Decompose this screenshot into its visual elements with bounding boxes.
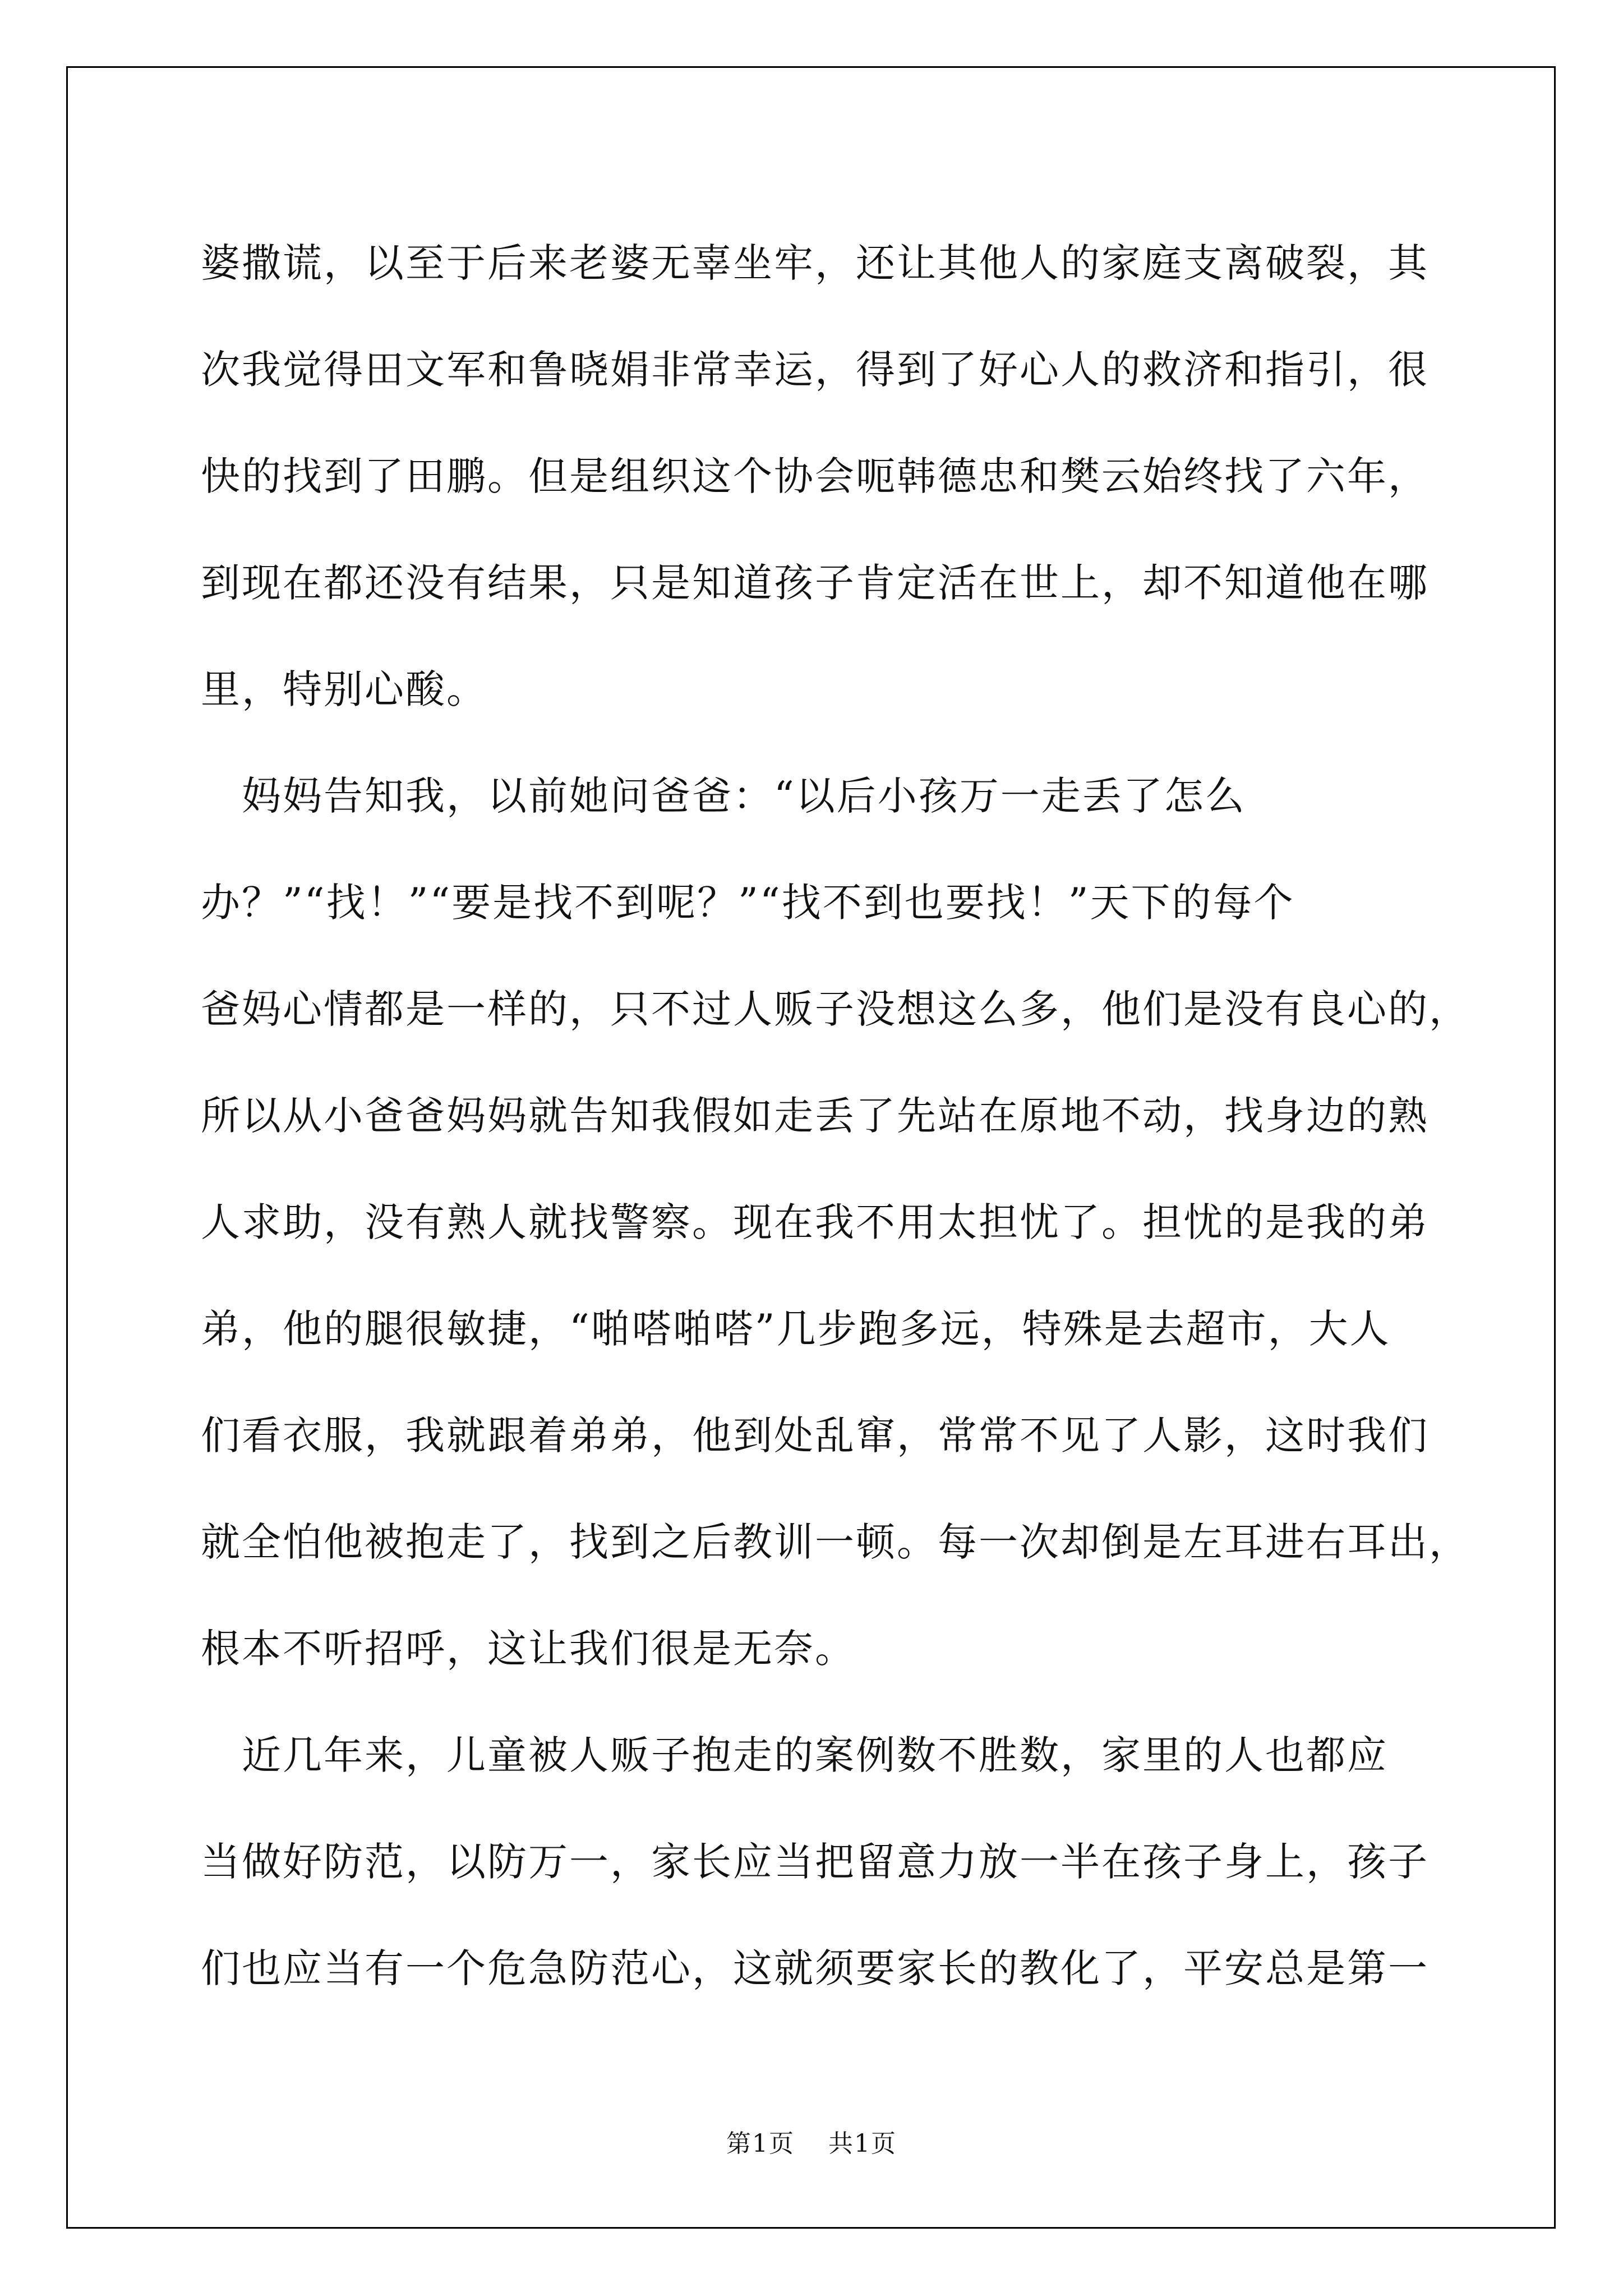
text-line: 办？”“找！”“要是找不到呢？”“找不到也要找！”天下的每个 xyxy=(201,880,1295,926)
text-line: 快的找到了田鹏。但是组织这个协会呃韩德忠和樊云始终找了六年， xyxy=(201,453,1429,499)
text-line: 人求助，没有熟人就找警察。现在我不用太担忧了。担忧的是我的弟 xyxy=(201,1199,1429,1245)
page-footer xyxy=(0,2123,1623,2159)
text-line: 近几年来，儿童被人贩子抱走的案例数不胜数，家里的人也都应 xyxy=(201,1732,1388,1778)
text-line: 次我觉得田文军和鲁晓娟非常幸运，得到了好心人的救济和指引，很 xyxy=(201,347,1429,393)
text-line: 弟，他的腿很敏捷，“啪嗒啪嗒”几步跑多远，特殊是去超市，大人 xyxy=(201,1306,1391,1352)
page-number: 第1页 xyxy=(726,2129,795,2158)
text-line: 婆撒谎，以至于后来老婆无辜坐牢，还让其他人的家庭支离破裂，其 xyxy=(201,240,1429,286)
document-body xyxy=(201,210,1470,2022)
text-line: 就全怕他被抱走了，找到之后教训一顿。每一次却倒是左耳进右耳出， xyxy=(201,1519,1470,1565)
text-block xyxy=(201,210,1470,2022)
text-line: 当做好防范，以防万一，家长应当把留意力放一半在孩子身上，孩子 xyxy=(201,1839,1429,1885)
text-line: 根本不听招呼，这让我们很是无奈。 xyxy=(201,1626,856,1672)
text-line: 到现在都还没有结果，只是知道孩子肯定活在世上，却不知道他在哪 xyxy=(201,560,1429,606)
text-line: 们看衣服，我就跟着弟弟，他到处乱窜，常常不见了人影，这时我们 xyxy=(201,1412,1429,1458)
text-line: 所以从小爸爸妈妈就告知我假如走丢了先站在原地不动，找身边的熟 xyxy=(201,1093,1429,1139)
page-total: 共1页 xyxy=(828,2129,897,2158)
text-line: 里，特别心酸。 xyxy=(201,666,487,712)
text-line: 爸妈心情都是一样的，只不过人贩子没想这么多，他们是没有良心的， xyxy=(201,986,1470,1032)
text-line: 们也应当有一个危急防范心，这就须要家长的教化了，平安总是第一 xyxy=(201,1945,1429,1991)
text-line: 妈妈告知我，以前她问爸爸：“以后小孩万一走丢了怎么 xyxy=(201,773,1246,819)
